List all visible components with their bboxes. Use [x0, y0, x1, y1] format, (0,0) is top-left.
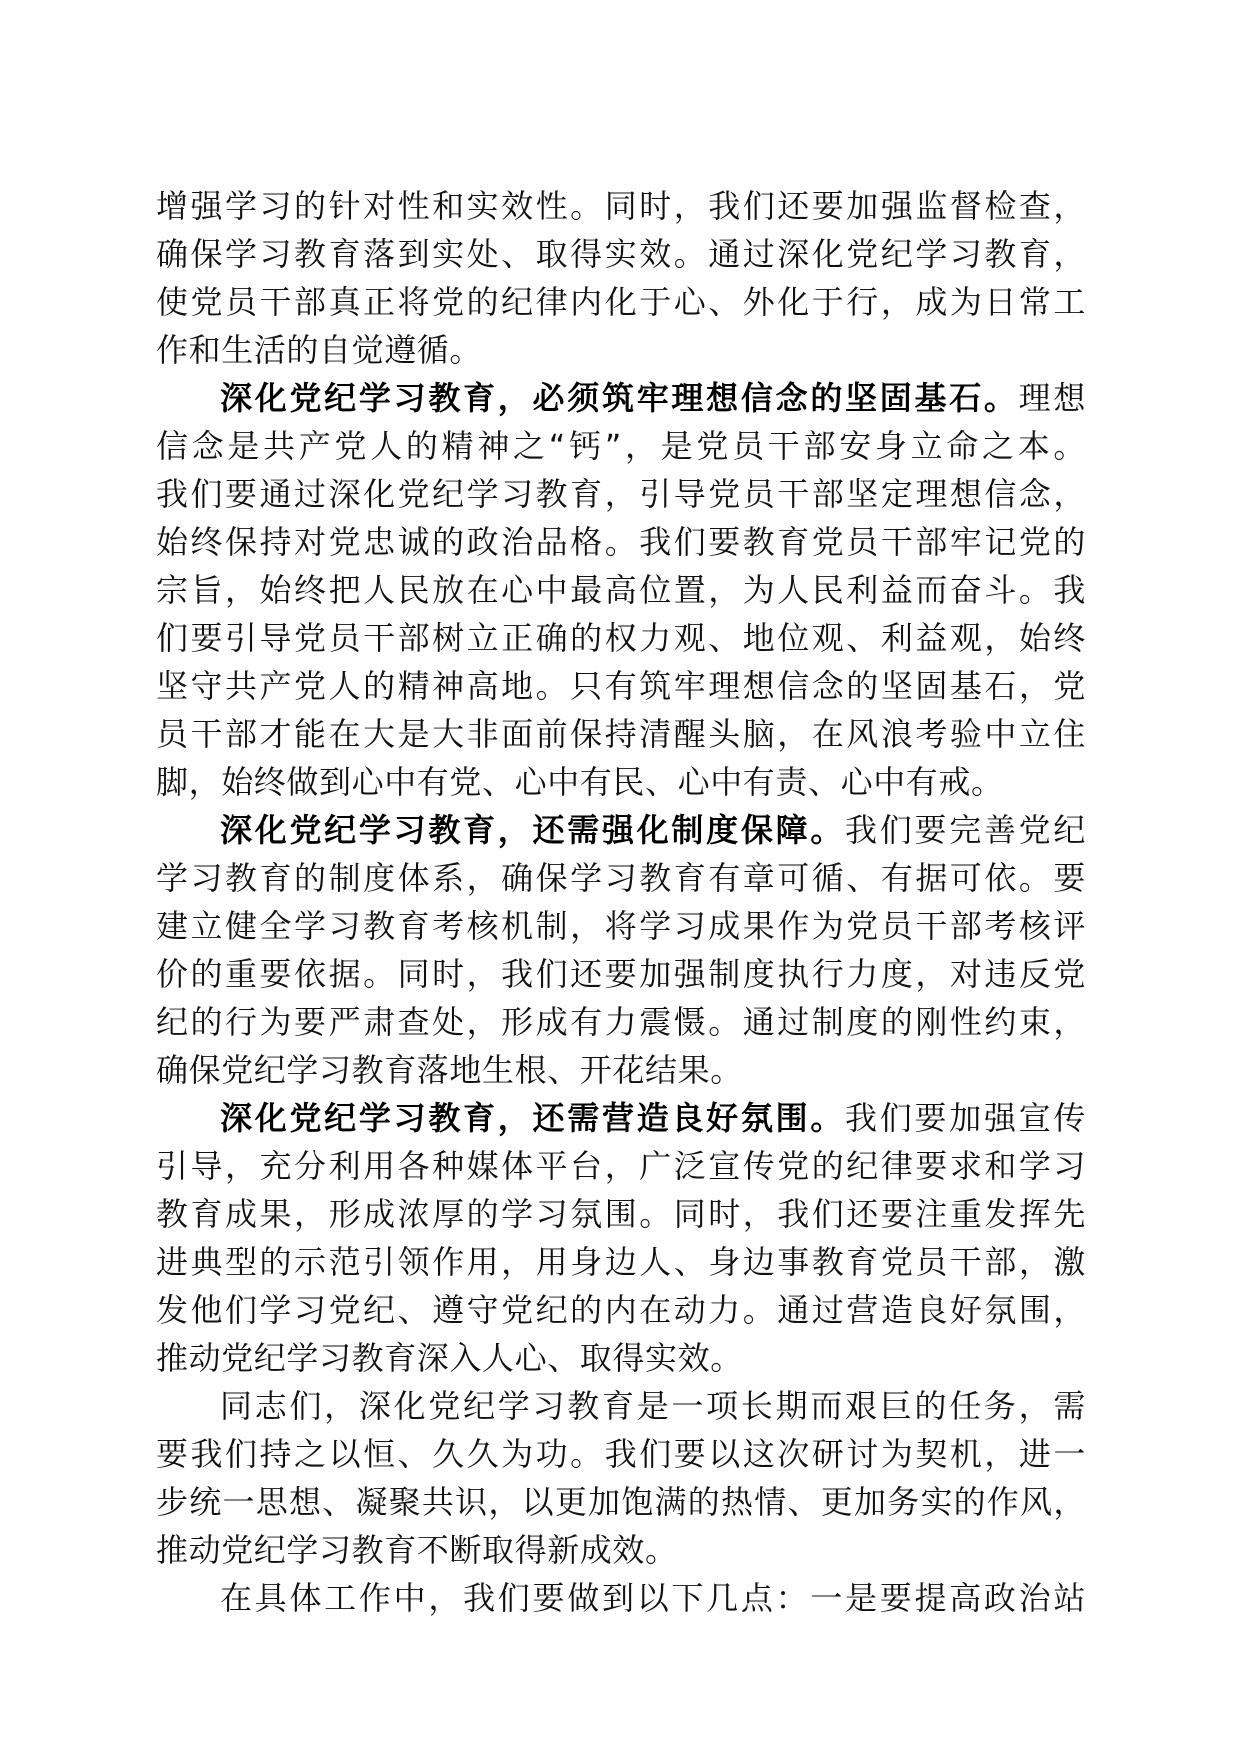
text-run: 宗旨，始终把人民放在心中最高位置，为人民利益而奋斗。我	[156, 571, 1086, 609]
text-run: 信念是共产党人的精神之“钙”，是党员干部安身立命之本。	[156, 427, 1086, 465]
text-line	[156, 1334, 1086, 1382]
text-line	[156, 950, 1086, 998]
paragraph	[156, 1382, 1086, 1574]
paragraph	[156, 182, 1086, 374]
text-run: 脚，始终做到心中有党、心中有民、心中有责、心中有戒。	[156, 763, 1004, 801]
text-line	[156, 278, 1086, 326]
bold-heading-run: 深化党纪学习教育，必须筑牢理想信念的坚固基石。	[220, 379, 1019, 417]
text-line	[156, 806, 1086, 854]
text-run: 确保学习教育落到实处、取得实效。通过深化党纪学习教育，	[156, 235, 1086, 273]
bold-heading-run: 深化党纪学习教育，还需强化制度保障。	[220, 811, 846, 849]
text-line	[156, 998, 1086, 1046]
text-run: 价的重要依据。同时，我们还要加强制度执行力度，对违反党	[156, 955, 1086, 993]
text-run: 推动党纪学习教育深入人心、取得实效。	[156, 1339, 743, 1377]
text-line	[156, 1526, 1086, 1574]
text-run: 我们要完善党纪	[845, 811, 1086, 849]
text-line	[156, 1142, 1086, 1190]
text-run: 发他们学习党纪、遵守党纪的内在动力。通过营造良好氛围，	[156, 1291, 1086, 1329]
text-line	[156, 374, 1086, 422]
text-line	[156, 1574, 1086, 1622]
text-line	[156, 230, 1086, 278]
text-line	[156, 1190, 1086, 1238]
text-run: 们要引导党员干部树立正确的权力观、地位观、利益观，始终	[156, 619, 1086, 657]
text-run: 增强学习的针对性和实效性。同时，我们还要加强监督检查，	[156, 187, 1086, 225]
text-line	[156, 1430, 1086, 1478]
text-run: 纪的行为要严肃查处，形成有力震慑。通过制度的刚性约束，	[156, 1003, 1086, 1041]
text-line	[156, 518, 1086, 566]
text-run: 始终保持对党忠诚的政治品格。我们要教育党员干部牢记党的	[156, 523, 1086, 561]
text-line	[156, 182, 1086, 230]
text-line	[156, 422, 1086, 470]
text-run: 教育成果，形成浓厚的学习氛围。同时，我们还要注重发挥先	[156, 1195, 1086, 1233]
text-run: 推动党纪学习教育不断取得新成效。	[156, 1531, 678, 1569]
text-line	[156, 614, 1086, 662]
text-line	[156, 710, 1086, 758]
text-run: 要我们持之以恒、久久为功。我们要以这次研讨为契机，进一	[156, 1435, 1086, 1473]
text-run: 理想	[1018, 379, 1086, 417]
text-run: 作和生活的自觉遵循。	[156, 331, 483, 369]
document-body	[156, 182, 1086, 1622]
paragraph	[156, 1094, 1086, 1382]
bold-heading-run: 深化党纪学习教育，还需营造良好氛围。	[220, 1099, 846, 1137]
text-line	[156, 758, 1086, 806]
text-run: 在具体工作中，我们要做到以下几点：一是要提高政治站	[220, 1579, 1086, 1617]
text-run: 我们要通过深化党纪学习教育，引导党员干部坚定理想信念，	[156, 475, 1086, 513]
text-run: 进典型的示范引领作用，用身边人、身边事教育党员干部，激	[156, 1243, 1086, 1281]
text-line	[156, 854, 1086, 902]
text-line	[156, 326, 1086, 374]
text-line	[156, 1478, 1086, 1526]
paragraph	[156, 374, 1086, 806]
text-run: 坚守共产党人的精神高地。只有筑牢理想信念的坚固基石，党	[156, 667, 1086, 705]
text-run: 步统一思想、凝聚共识，以更加饱满的热情、更加务实的作风，	[156, 1483, 1086, 1521]
text-line	[156, 1238, 1086, 1286]
text-run: 员干部才能在大是大非面前保持清醒头脑，在风浪考验中立住	[156, 715, 1086, 753]
text-line	[156, 1094, 1086, 1142]
text-run: 引导，充分利用各种媒体平台，广泛宣传党的纪律要求和学习	[156, 1147, 1086, 1185]
paragraph	[156, 806, 1086, 1094]
paragraph	[156, 1574, 1086, 1622]
text-run: 同志们，深化党纪学习教育是一项长期而艰巨的任务，需	[220, 1387, 1086, 1425]
text-line	[156, 1046, 1086, 1094]
text-run: 建立健全学习教育考核机制，将学习成果作为党员干部考核评	[156, 907, 1086, 945]
text-line	[156, 902, 1086, 950]
text-run: 确保党纪学习教育落地生根、开花结果。	[156, 1051, 743, 1089]
text-line	[156, 1382, 1086, 1430]
text-run: 学习教育的制度体系，确保学习教育有章可循、有据可依。要	[156, 859, 1086, 897]
text-line	[156, 1286, 1086, 1334]
text-run: 我们要加强宣传	[845, 1099, 1086, 1137]
text-line	[156, 470, 1086, 518]
text-run: 使党员干部真正将党的纪律内化于心、外化于行，成为日常工	[156, 283, 1086, 321]
text-line	[156, 662, 1086, 710]
text-line	[156, 566, 1086, 614]
